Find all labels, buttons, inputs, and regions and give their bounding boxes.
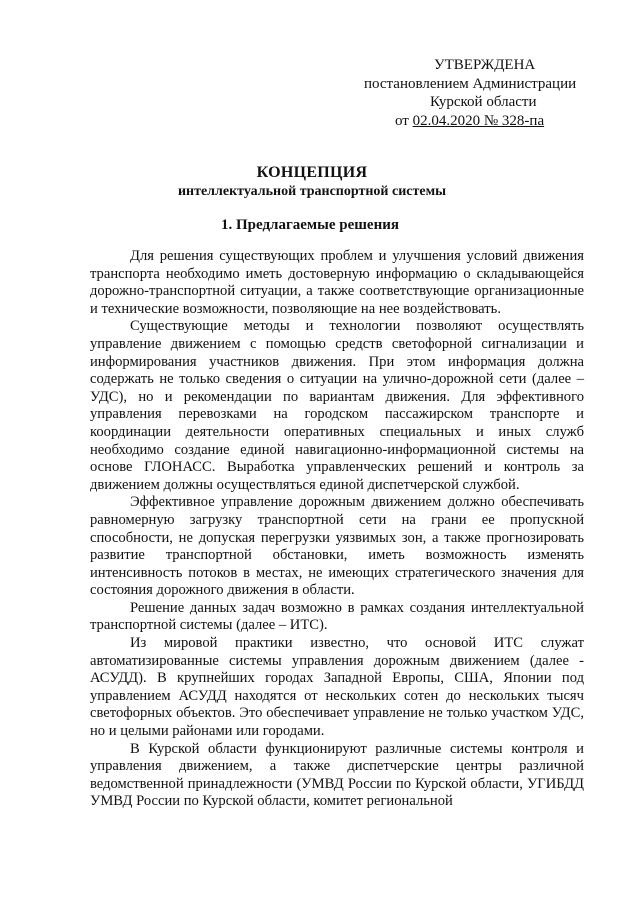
document-subtitle: интеллектуальной транспортной системы [177, 184, 447, 199]
document-title: КОНЦЕПЦИЯ [256, 164, 368, 181]
paragraph: В Курской области функционируют различные системы контроля и управления движением, а также диспетчерские центры различной ведомственной принадлежности (УМВД России по Курской области, УГИБДД УМВД России по Курской области, комитет региональной [90, 740, 584, 810]
approval-date-prefix: от [395, 112, 413, 129]
paragraph: Существующие методы и технологии позволяют осуществлять управление движением с помощью средств светофорной сигнализации и информирования участников движения. При этом информация должна содержать не только сведения о ситуации на улично-дорожной сети (далее – УДС), но и рекомендации по вариантам движения. Для эффективного управления перевозками на городском пассажирском транспорте и координации деятельности оперативных специальных и иных служб необходимо создание единой навигационно-информационной системы на основе ГЛОНАСС. Выработка управленческих решений и контроль за движением должны осуществляться единой диспетчерской службой. [90, 318, 584, 493]
section-title: 1. Предлагаемые решения [220, 217, 399, 233]
paragraph: Решение данных задач возможно в рамках создания интеллектуальной транспортной системы (далее – ИТС). [90, 599, 584, 634]
approval-region: Курской области [430, 94, 537, 110]
approval-date-line [352, 112, 576, 131]
approval-title: УТВЕРЖДЕНА [434, 57, 536, 73]
paragraph: Эффективное управление дорожным движением должно обеспечивать равномерную загрузку транспортной сети на грани ее пропускной способности, не допуская перегрузки уязвимых зон, а также прогнозировать развитие транспортной обстановки, иметь возможность изменять интенсивность потоков в местах, не имеющих стратегического значения для состояния дорожного движения в области. [90, 494, 584, 599]
approval-number: № 328-па [483, 112, 545, 129]
paragraph: Из мировой практики известно, что основой ИТС служат автоматизированные системы управления дорожным движением (далее - АСУДД). В крупнейших городах Западной Европы, США, Японии под управлением АСУДД находятся от нескольких сотен до нескольких тысяч светофорных объектов. Это обеспечивает управление не только участком УДС, но и целыми районами или городами. [90, 635, 584, 740]
approval-block [352, 56, 576, 130]
approval-issuer: постановлением Администрации [364, 75, 577, 92]
body-text [90, 248, 584, 811]
approval-date: 02.04.2020 [412, 112, 484, 129]
paragraph: Для решения существующих проблем и улучшения условий движения транспорта необходимо иметь достоверную информацию о складывающейся дорожно-транспортной ситуации, а также соответствующие организационные и технические возможности, позволяющие на нее воздействовать. [90, 248, 584, 317]
